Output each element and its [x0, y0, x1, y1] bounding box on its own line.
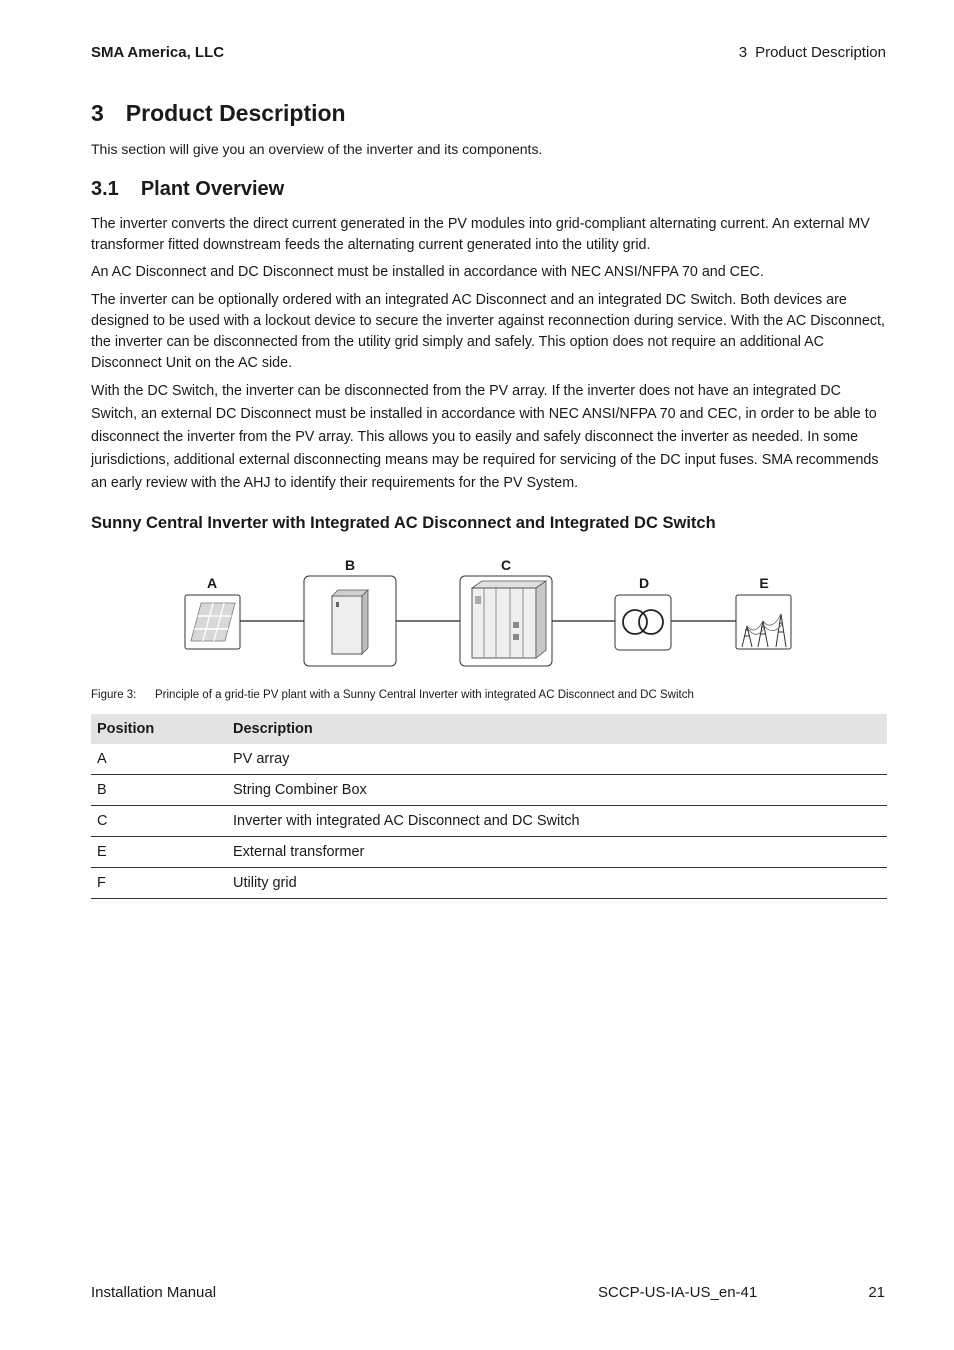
- plant-diagram: [180, 554, 800, 672]
- position-table: [91, 714, 887, 899]
- table-row: [91, 837, 887, 868]
- figure-caption-label: Figure 3:: [91, 689, 137, 701]
- table-row: [91, 744, 887, 775]
- table-header-position: Position: [91, 714, 227, 744]
- transformer-icon: [615, 595, 671, 650]
- table-row: [91, 806, 887, 837]
- header-section-number: 3: [738, 44, 748, 61]
- label-e: E: [759, 575, 769, 591]
- section-heading: [91, 100, 346, 127]
- subsection-heading: [91, 178, 284, 201]
- table-cell-position: B: [91, 775, 227, 806]
- subsection-title: Plant Overview: [140, 178, 285, 200]
- paragraph-3: The inverter can be optionally ordered with an integrated AC Disconnect and an integrated DC Switch. Both devices are designed to be used with a lockout device to secure the inverter against reconnection during service. With the AC Disconnect, the inverter can be disconnected from the utility grid simply and safely. This option does not require an additional AC Disconnect Unit on the AC side.: [91, 292, 885, 371]
- combiner-box-icon: [304, 576, 396, 666]
- table-cell-position: C: [91, 806, 227, 837]
- figure-caption: [91, 689, 694, 701]
- paragraph-2: An AC Disconnect and DC Disconnect must be installed in accordance with NEC ANSI/NFPA 70 and CEC.: [91, 264, 764, 280]
- subsection-number: 3.1: [91, 178, 119, 200]
- table-row: [91, 868, 887, 899]
- utility-grid-icon: [736, 595, 791, 649]
- table-cell-position: E: [91, 837, 227, 868]
- figure-title: Sunny Central Inverter with Integrated AC Disconnect and Integrated DC Switch: [91, 514, 716, 532]
- figure-caption-text: Principle of a grid-tie PV plant with a Sunny Central Inverter with integrated AC Disconnect and DC Switch: [155, 689, 694, 701]
- label-b: B: [344, 557, 356, 573]
- table-cell-description: Inverter with integrated AC Disconnect and DC Switch: [227, 806, 887, 837]
- inverter-icon: [460, 576, 552, 666]
- table-row: [91, 775, 887, 806]
- label-a: A: [206, 575, 218, 591]
- section-number: 3: [91, 100, 104, 126]
- footer-doc-code: SCCP-US-IA-US_en-41: [598, 1284, 758, 1301]
- table-header-row: [91, 714, 887, 744]
- table-header-description: Description: [227, 714, 887, 744]
- paragraph-4: With the DC Switch, the inverter can be disconnected from the PV array. If the inverter does not have an integrated DC Switch, an external DC Disconnect must be installed in accordance with NEC ANSI/NFPA 70 and CEC, in order to be able to disconnect the inverter from the PV array. This allows you to easily and safely disconnect the inverter as needed. In some jurisdictions, additional external disconnecting means may be required for servicing of the DC input fuses. SMA recommends an early review with the AHJ to identify their requirements for the PV System.: [91, 383, 879, 491]
- table-cell-position: A: [91, 744, 227, 775]
- paragraph-1: The inverter converts the direct current generated in the PV modules into grid-compliant alternating current. An external MV transformer fitted downstream feeds the alternating current generated into the utility grid.: [91, 216, 870, 253]
- table-cell-description: Utility grid: [227, 868, 887, 899]
- table-cell-description: External transformer: [227, 837, 887, 868]
- section-title: Product Description: [125, 100, 346, 126]
- header-section: [739, 44, 886, 61]
- label-c: C: [500, 557, 512, 573]
- pv-array-icon: [185, 595, 240, 649]
- table-cell-description: PV array: [227, 744, 887, 775]
- header-section-title: Product Description: [755, 44, 886, 61]
- table-cell-description: String Combiner Box: [227, 775, 887, 806]
- table-cell-position: F: [91, 868, 227, 899]
- header-company: SMA America, LLC: [91, 44, 225, 61]
- footer-doc-type: Installation Manual: [91, 1284, 217, 1301]
- label-d: D: [638, 575, 650, 591]
- footer-page-number: 21: [868, 1284, 885, 1301]
- section-intro: This section will give you an overview of the inverter and its components.: [91, 141, 543, 157]
